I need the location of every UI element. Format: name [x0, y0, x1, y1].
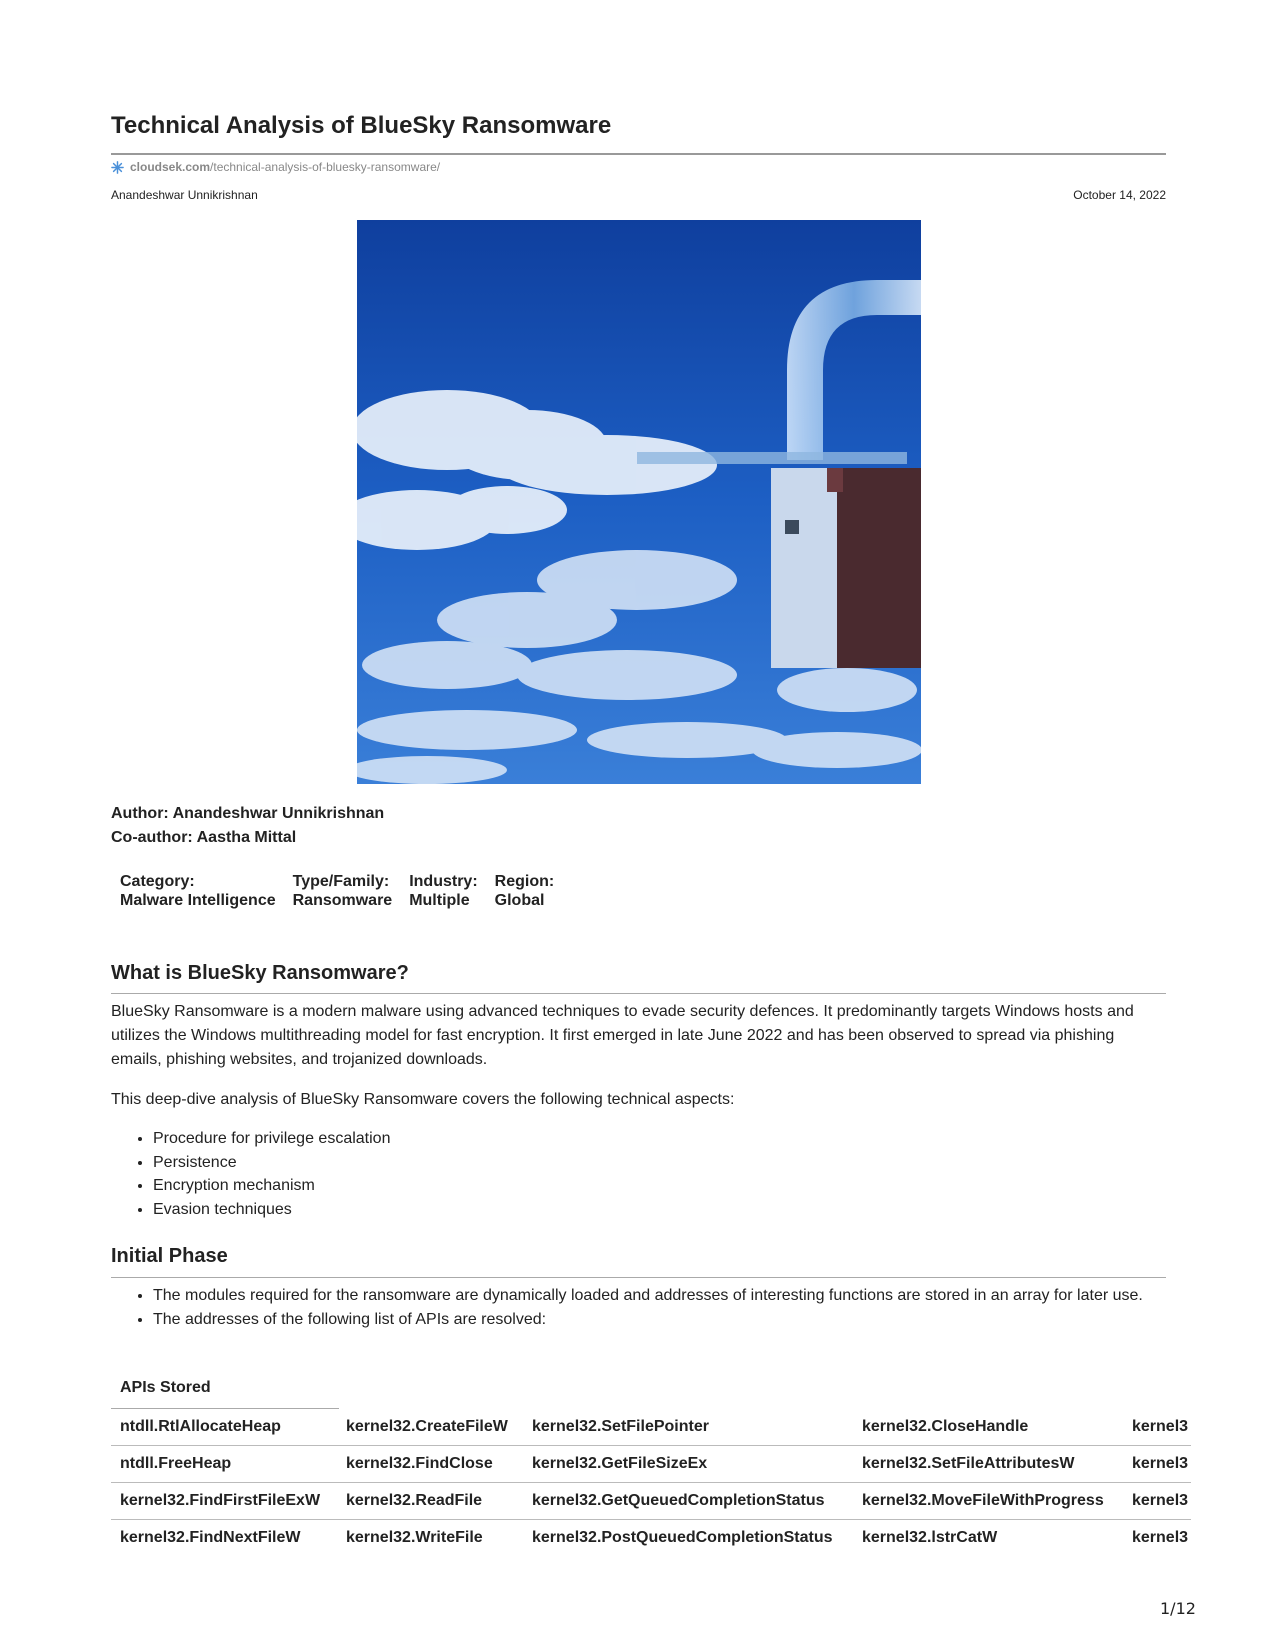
table-cell: kernel32.FindFirstFileExW: [120, 1492, 321, 1509]
tag-label: Category:: [120, 873, 195, 890]
tag-value: Ransomware: [292, 892, 393, 909]
table-cell: kernel32.CloseHandle: [862, 1418, 1029, 1435]
page-title: Technical Analysis of BlueSky Ransomware: [111, 112, 612, 139]
publish-date: October 14, 2022: [1073, 188, 1166, 202]
byline: Anandeshwar Unnikrishnan: [111, 188, 258, 202]
tags-table: [120, 872, 571, 910]
table-cell: kernel32.WriteFile: [346, 1529, 483, 1546]
coauthor-line: Co-author: Aastha Mittal: [111, 829, 297, 846]
title-divider: [111, 153, 1166, 155]
table-cell: kernel3: [1132, 1418, 1189, 1435]
table-cell: kernel32.SetFileAttributesW: [862, 1455, 1075, 1472]
table-cell: kernel32.lstrCatW: [862, 1529, 998, 1546]
aspects-paragraph: This deep-dive analysis of BlueSky Ransomware covers the following technical aspects:: [111, 1091, 735, 1108]
table-row: [111, 1520, 1191, 1556]
snowflake-icon: [111, 161, 124, 174]
table-cell: kernel3: [1132, 1529, 1189, 1546]
page-number: 1/12: [1160, 1599, 1196, 1618]
list-item: • Persistence: [153, 1151, 1166, 1175]
table-cell: ntdll.RtlAllocateHeap: [120, 1418, 281, 1435]
tag-label: Type/Family:: [292, 873, 390, 890]
list-item: • Encryption mechanism: [153, 1174, 1166, 1198]
table-cell: kernel3: [1132, 1492, 1189, 1509]
table-cell: kernel32.FindClose: [346, 1455, 493, 1472]
list-item: • The modules required for the ransomware are dynamically loaded and addresses of interesting functions are stored in an array for later use.: [153, 1284, 1166, 1308]
table-cell: kernel32.FindNextFileW: [120, 1529, 301, 1546]
intro-paragraph: BlueSky Ransomware is a modern malware using advanced techniques to evade security defences. It predominantly targets Windows hosts and utilizes the Windows multithreading model for fast encryption. It first emerged in late June 2022 and has been observed to spread via phishing emails, phishing websites, and trojanized downloads.: [111, 1003, 1134, 1068]
tag-label: Region:: [494, 873, 555, 890]
table-cell: kernel32.GetQueuedCompletionStatus: [532, 1492, 825, 1509]
list-item: • The addresses of the following list of APIs are resolved:: [153, 1308, 1166, 1332]
table-cell: kernel32.ReadFile: [346, 1492, 483, 1509]
tag-value: Multiple: [409, 892, 470, 909]
table-cell: kernel32.PostQueuedCompletionStatus: [532, 1529, 833, 1546]
initial-phase-list: [111, 1284, 1166, 1331]
source-path: /technical-analysis-of-bluesky-ransomware/: [210, 160, 441, 174]
table-caption: APIs Stored: [120, 1379, 211, 1396]
aspects-list: [111, 1127, 1166, 1221]
table-cell: kernel32.CreateFileW: [346, 1418, 508, 1435]
table-cell: kernel32.SetFilePointer: [532, 1418, 709, 1435]
table-cell: ntdll.FreeHeap: [120, 1455, 232, 1472]
table-cell: kernel3: [1132, 1455, 1189, 1472]
tag-value: Malware Intelligence: [120, 892, 276, 909]
section-divider: [111, 993, 1166, 994]
table-row: [111, 1446, 1191, 1483]
list-item: • Procedure for privilege escalation: [153, 1127, 1166, 1151]
section-divider: [111, 1277, 1166, 1278]
credits: [111, 802, 384, 850]
source-domain: cloudsek.com: [130, 160, 211, 174]
list-item: • Evasion techniques: [153, 1198, 1166, 1222]
tag-value: Global: [494, 892, 545, 909]
api-table: [111, 1409, 1191, 1556]
hero-image: [357, 220, 921, 784]
author-line: Author: Anandeshwar Unnikrishnan: [111, 805, 385, 822]
source-url[interactable]: [111, 160, 440, 174]
table-cell: kernel32.GetFileSizeEx: [532, 1455, 708, 1472]
tag-label: Industry:: [409, 873, 478, 890]
table-cell: kernel32.MoveFileWithProgress: [862, 1492, 1104, 1509]
table-row: [111, 1409, 1191, 1446]
section-heading-initial-phase: Initial Phase: [111, 1245, 228, 1267]
padlock-clouds-illustration: [357, 220, 921, 784]
section-heading-what-is: What is BlueSky Ransomware?: [111, 962, 409, 984]
table-row: [111, 1483, 1191, 1520]
